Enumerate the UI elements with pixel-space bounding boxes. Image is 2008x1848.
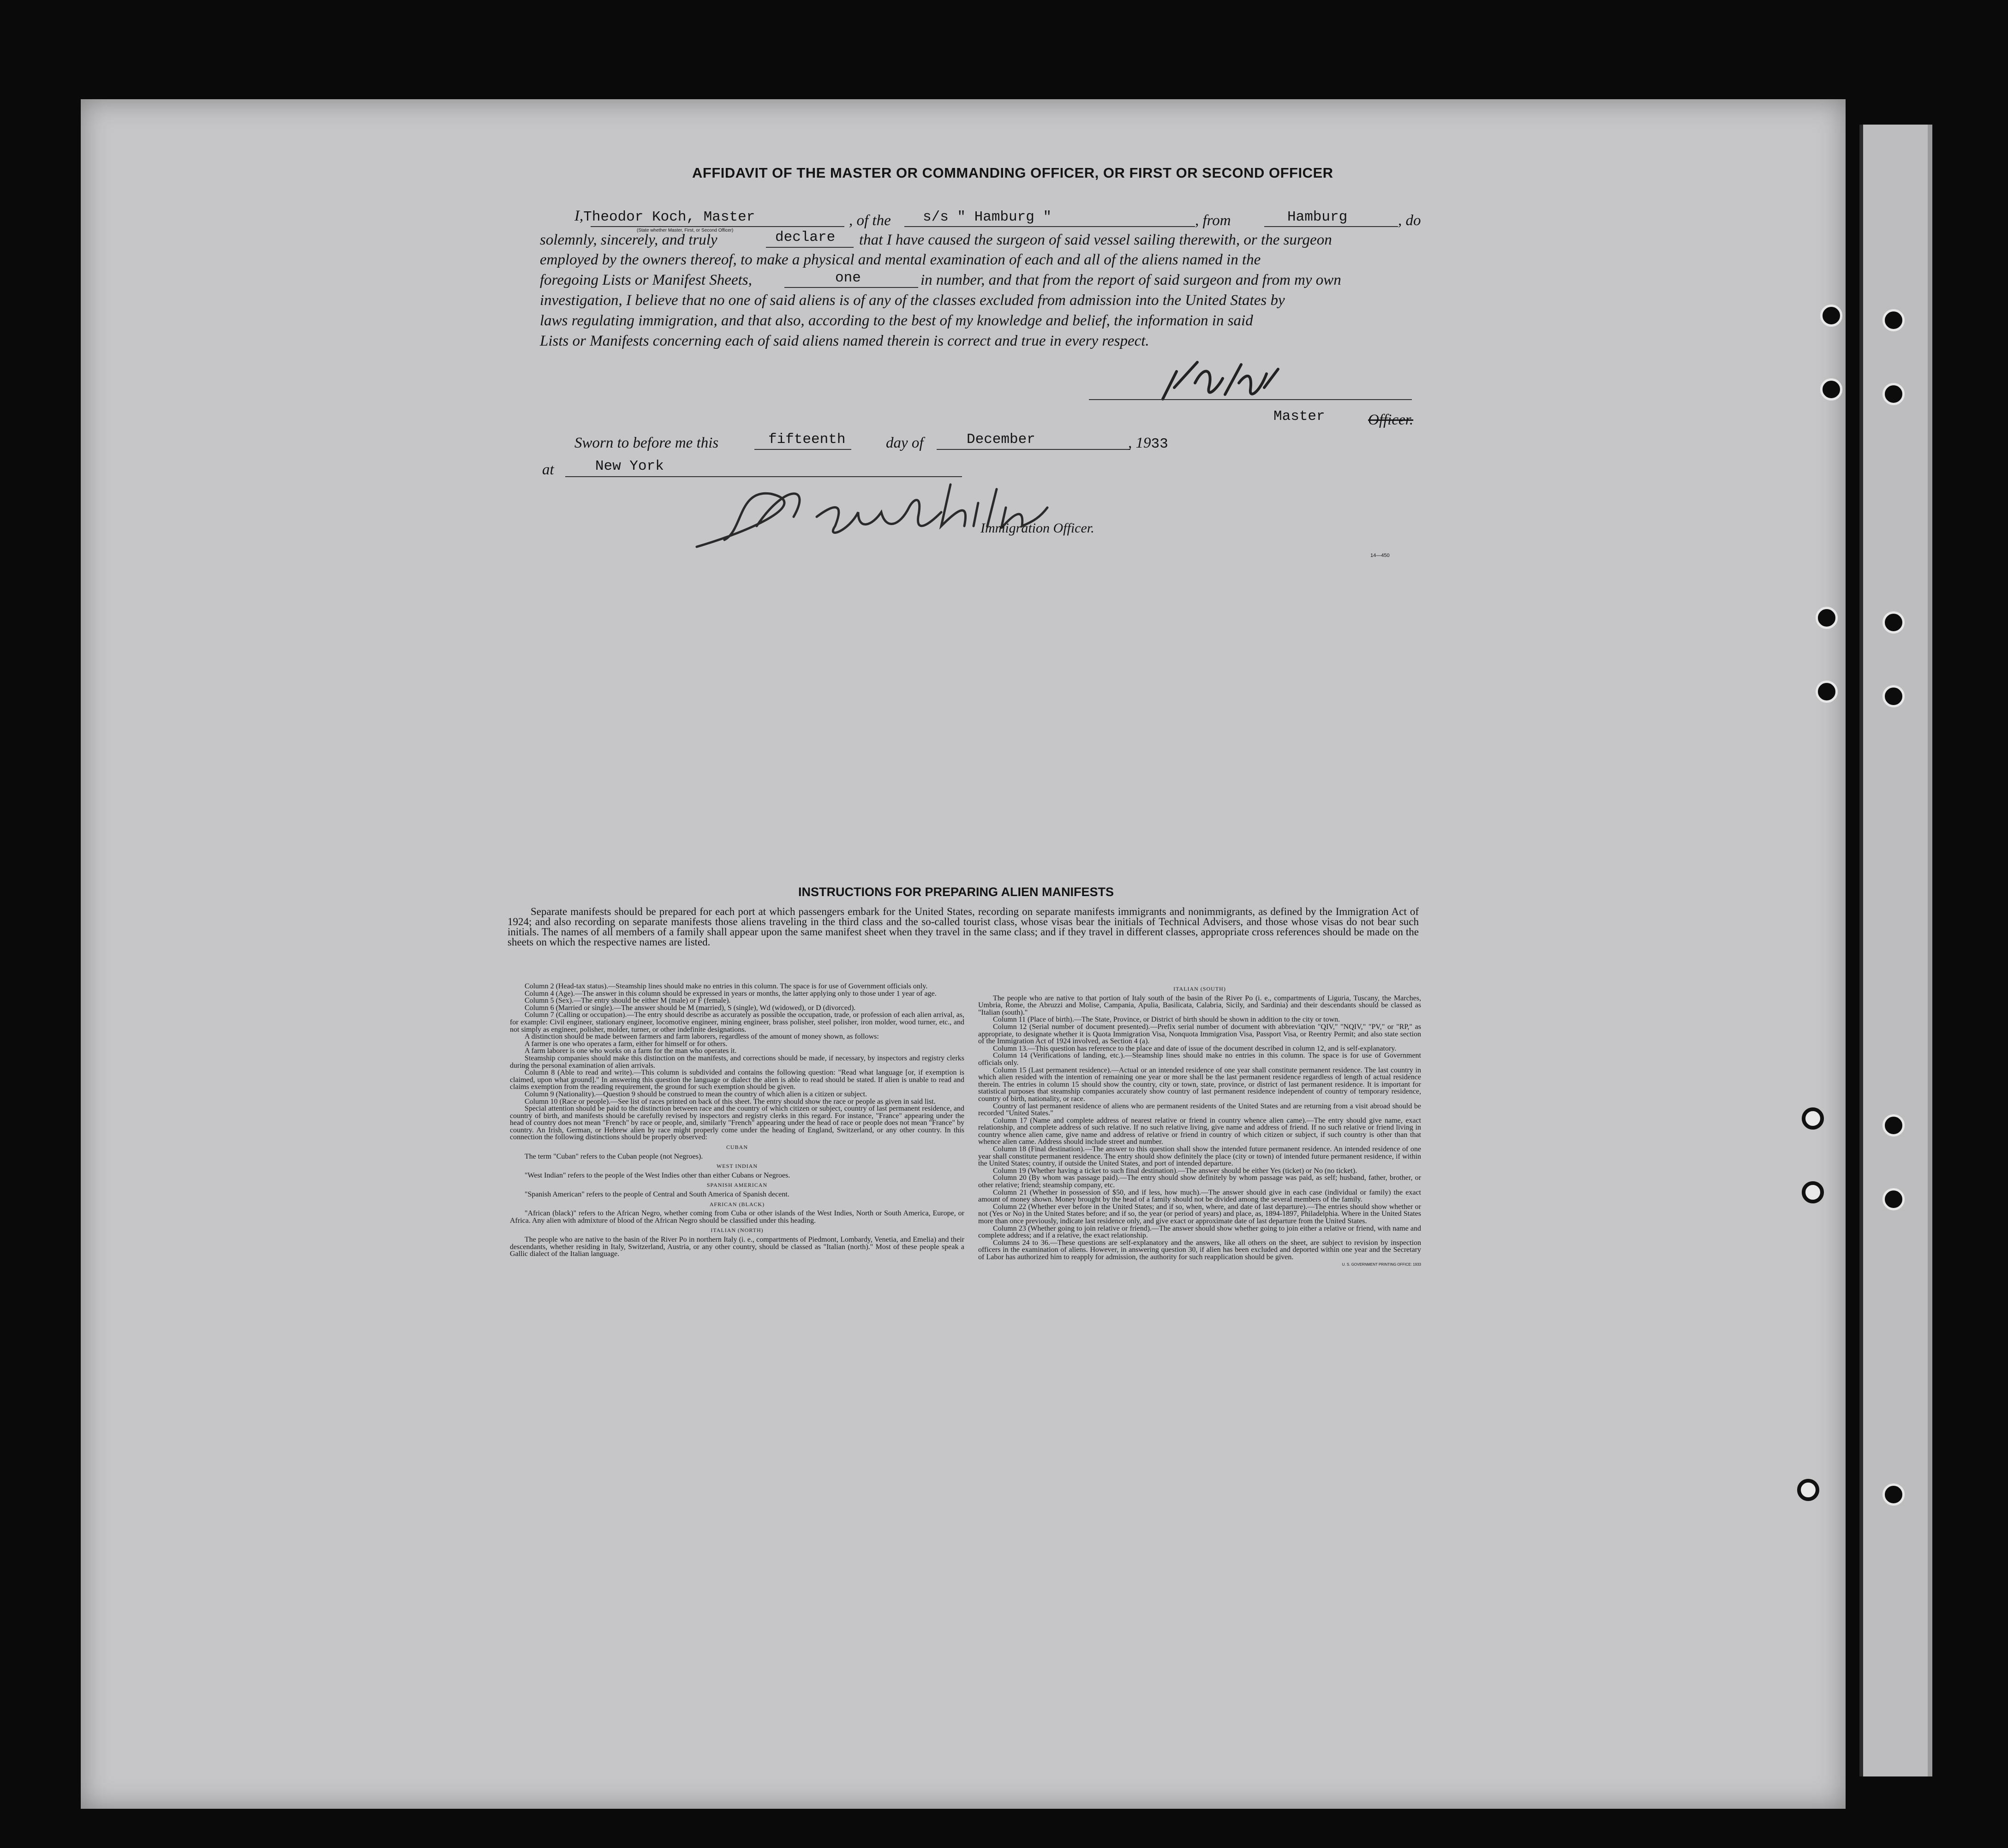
binder-hole-icon bbox=[1882, 685, 1905, 707]
affidavit-i: I, bbox=[574, 208, 584, 224]
binder-hole-icon bbox=[1882, 1114, 1905, 1136]
instruction-paragraph: The people who are native to the basin of the River Po in northern Italy (i. e., compartments of Piedmont, Lombardy, Venetia, and Emelia) and their descendants, whether residing in Italy, Switzerland, Austria, or any other country, should be classed as "Italian (north)." Most of these people speak a Gallic dialect of the Italian language. bbox=[510, 1236, 964, 1258]
instruction-paragraph: Country of last permanent residence of aliens who are permanent residents of the United States and are returning from a visit abroad should be recorded "United States." bbox=[978, 1102, 1421, 1118]
affidavit-line-6: laws regulating immigration, and that also, according to the best of my knowledge and belief, the information in said bbox=[540, 312, 1253, 329]
section-heading-italian-north: ITALIAN (NORTH) bbox=[711, 1227, 764, 1234]
affidavit-line-5: investigation, I believe that no one of said aliens is of any of the classes excluded from admission into the United States by bbox=[540, 292, 1285, 309]
instruction-paragraph: Column 11 (Place of birth).—The State, Province, or District of birth should be shown in addition to the city or town. bbox=[993, 1016, 1340, 1024]
sheet-count: one bbox=[835, 270, 861, 286]
instruction-paragraph: Column 18 (Final destination).—The answer to this question shall show the intended future permanent residence. An intended residence of one year shall constitute permanent residence. The entry should show definitely the place (city or town) of intended future permanent residence, if within the United States; country, if outside the United States, and port of intended departure. bbox=[978, 1145, 1421, 1168]
instruction-paragraph: Column 20 (By whom was passage paid).—The entry should show definitely by whom passage was paid, as self; husband, father, brother, or other relative; friend; steamship company, etc. bbox=[978, 1174, 1421, 1190]
officer-name-rule bbox=[591, 226, 844, 227]
section-heading-spanish-american: SPANISH AMERICAN bbox=[706, 1182, 768, 1189]
declare-rule bbox=[766, 247, 854, 248]
year-suffix: 33 bbox=[1151, 436, 1168, 452]
master-signature bbox=[1153, 355, 1292, 411]
instruction-paragraph: "West Indian" refers to the people of the West Indies other than either Cubans or Negroes. bbox=[525, 1171, 790, 1179]
binder-hole-icon bbox=[1820, 305, 1842, 327]
binder-hole-icon bbox=[1882, 1188, 1905, 1210]
instruction-paragraph: Column 8 (Able to read and write).—This column is subdivided and contains the following question: "Read what language [or, if exemption is claimed, upon what ground]." In answering this question the language or dialect the alien is able to read should be stated. If alien is unable to read and claims exemption from the reading requirement, the ground for such exemption should be given. bbox=[510, 1069, 964, 1091]
do-label: , do bbox=[1398, 212, 1421, 229]
binder-hole-icon bbox=[1882, 309, 1905, 331]
sworn-month-rule bbox=[937, 449, 1130, 450]
affidavit-line-2: that I have caused the surgeon of said vessel sailing therewith, or the surgeon bbox=[859, 232, 1332, 248]
sworn-year bbox=[1128, 435, 1168, 452]
instruction-paragraph: The people who are native to that portion of Italy south of the basin of the River Po (i. e., compartments of Liguria, Tuscany, the Marches, Umbria, Rome, the Abruzzi and Molise, Campania, Apulia, Basilicata, Calabria, Sicily, and Sardinia) and their descendants should be classed as "Italian (south)." bbox=[978, 994, 1421, 1017]
binder-hole-icon bbox=[1816, 607, 1838, 629]
affidavit-line-3: employed by the owners thereof, to make a physical and mental examination of each and all of the aliens named in the bbox=[540, 251, 1261, 268]
binder-hole-icon bbox=[1802, 1181, 1824, 1203]
struck-officer: Officer. bbox=[1368, 412, 1414, 428]
instruction-paragraph: "African (black)" refers to the African Negro, whether coming from Cuba or other islands of the West Indies, North or South America, Europe, or Africa. Any alien with admixture of blood of the African Negro should be classified under this heading. bbox=[510, 1209, 964, 1225]
master-signature-rule bbox=[1089, 399, 1412, 400]
from-port: Hamburg bbox=[1287, 209, 1348, 225]
section-heading-african: AFRICAN (BLACK) bbox=[709, 1201, 765, 1208]
instructions-right-column bbox=[978, 983, 1421, 1268]
instruction-paragraph: Column 15 (Last permanent residence).—Actual or an intended residence of one year shall constitute permanent residence. The last country in which alien resided with the intention of remaining one year or more shall be the last permanent residence regardless of length of actual residence therein. The entries in column 15 should show the country, city or town, state, province, or district of last permanent residence. It is important for statistical purposes that steamship companies accurately show country of last permanent residence independent of country of temporary residence, country of birth, nationality, or race. bbox=[978, 1066, 1421, 1103]
instructions-intro: Separate manifests should be prepared for each port at which passengers embark for the United States, recording on separate manifests immigrants and nonimmigrants, as defined by the Immigration Act of 1924; and also recording on separate manifests those aliens traveling in the third class and the so-called tourist class, whose visas bear the initials of Technical Advisers, and those whose visas do not bear such initials. The names of all members of a family shall appear upon the same manifest sheet when they travel in the same class; and if they travel in different classes, appropriate cross references should be made on the sheets on which the respective names are listed. bbox=[508, 906, 1419, 948]
instruction-paragraph: Column 12 (Serial number of document presented).—Prefix serial number of document with abbreviation "QIV," "NQIV," "PV," or "RP," as appropriate, to designate whether it is Quota Immigration Visa, Nonquota Immigration Visa, Passport Visa, or Reentry Permit; and also state section of the Immigration Act of 1924 involved, as Section 4 (a). bbox=[978, 1023, 1421, 1046]
signature-title: Master bbox=[1273, 408, 1325, 425]
instruction-paragraph: Column 9 (Nationality).—Question 9 should be construed to mean the country of which alien is a citizen or subject. bbox=[525, 1090, 867, 1098]
sworn-label: Sworn to before me this bbox=[574, 435, 719, 451]
section-heading-cuban: CUBAN bbox=[726, 1144, 748, 1151]
instruction-paragraph: Special attention should be paid to the distinction between race and the country of which citizen or subject, country of last permanent residence, and country of birth, and manifests should be carefully revised by inspectors and registry clerks in this regard. For instance, "France" appearing under the head of country does not mean "French" by race or people, and, similarly "French" appearing under the head of race or people does not mean "France" by country. An Irish, German, or Hebrew alien by race might properly come under the heading of England, Switzerland, or any other country. In this connection the following distinctions should be properly observed: bbox=[510, 1105, 964, 1142]
officer-name: Theodor Koch, Master bbox=[583, 209, 755, 225]
at-label: at bbox=[542, 461, 554, 478]
affidavit-line-4b: in number, and that from the report of said surgeon and from my own bbox=[920, 272, 1341, 288]
adjacent-page-edge bbox=[1859, 125, 1932, 1776]
sworn-month: December bbox=[967, 431, 1035, 448]
section-heading-italian-south: ITALIAN (SOUTH) bbox=[1173, 986, 1226, 992]
year-prefix: , 19 bbox=[1128, 435, 1151, 451]
instruction-paragraph: "Spanish American" refers to the people of Central and South America of Spanish decent. bbox=[525, 1190, 789, 1199]
binder-hole-icon bbox=[1797, 1479, 1819, 1501]
officer-hint: (State whether Master, First, or Second Officer) bbox=[637, 228, 734, 233]
affidavit-line-1 bbox=[574, 208, 755, 225]
binder-hole-icon bbox=[1882, 611, 1905, 634]
instruction-paragraph: Column 22 (Whether ever before in the United States; and if so, when, where, and date of last departure).—The entries should show whether or not (Yes or No) in the United States before; and if so, the year (or period of years) and place, as, 1894-1897, Philadelphia. Where in the United States more than once previously, indicate last residence only, and give exact or approximate date of last departure from the United States. bbox=[978, 1202, 1421, 1225]
instruction-paragraph: Column 4 (Age).—The answer in this column should be expressed in years or months, the latter applying only to those under 1 year of age. bbox=[525, 989, 937, 998]
instruction-paragraph: Column 6 (Married or single).—The answer should be M (married), S (single), Wd (widowed), or D (divorced). bbox=[525, 1004, 856, 1012]
instruction-paragraph: Column 2 (Head-tax status).—Steamship lines should make no entries in this column. The space is for use of Government officials only. bbox=[525, 982, 928, 990]
instruction-paragraph: Steamship companies should make this distinction on the manifests, and corrections should be made, if necessary, by inspectors and registry clerks during the personal examination of alien arrivals. bbox=[510, 1054, 964, 1070]
binder-hole-icon bbox=[1820, 378, 1842, 401]
affidavit-line-4a: foregoing Lists or Manifest Sheets, bbox=[540, 272, 752, 288]
manifest-page bbox=[81, 99, 1846, 1809]
instruction-paragraph: Column 5 (Sex).—The entry should be either M (male) or F (female). bbox=[525, 997, 731, 1005]
binder-hole-icon bbox=[1882, 1483, 1905, 1506]
sworn-day-rule bbox=[754, 449, 851, 450]
instruction-paragraph: A distinction should be made between farmers and farm laborers, regardless of the amount of money shown, as follows: bbox=[525, 1033, 879, 1041]
binder-hole-icon bbox=[1802, 1107, 1824, 1130]
instruction-paragraph: A farm laborer is one who works on a farm for the man who operates it. bbox=[525, 1047, 737, 1055]
instruction-paragraph: Column 19 (Whether having a ticket to such final destination).—The answer should be either Yes (ticket) or No (no ticket). bbox=[993, 1166, 1357, 1175]
immigration-officer-signature bbox=[683, 475, 1098, 554]
instruction-paragraph: Column 21 (Whether in possession of $50, and if less, how much).—The answer should give in each case (individual or family) the exact amount of money shown. Money brought by the head of a family should not be divided among the several members of the family. bbox=[978, 1188, 1421, 1204]
section-heading-west-indian: WEST INDIAN bbox=[716, 1163, 758, 1170]
sworn-day: fifteenth bbox=[768, 431, 846, 448]
at-place: New York bbox=[595, 458, 664, 474]
from-label: , from bbox=[1195, 212, 1231, 229]
from-port-rule bbox=[1264, 226, 1398, 227]
immigration-officer-label: Immigration Officer. bbox=[980, 520, 1094, 536]
instruction-paragraph: Column 7 (Calling or occupation).—The entry should describe as accurately as possible the occupation, trade, or profession of each alien arrival, as, for example: Civil engineer, stationary engineer, locomotive engineer, mining engineer, brass polisher, steel polisher, iron molder, wood turner, etc., and not simply as engineer, polisher, molder, turner, or other indefinite designations. bbox=[510, 1011, 964, 1034]
binder-hole-icon bbox=[1816, 681, 1838, 703]
vessel-rule bbox=[904, 226, 1195, 227]
instruction-paragraph: Column 14 (Verifications of landing, etc.).—Steamship lines should make no entries in this column. The space is for use of Government officials only. bbox=[978, 1052, 1421, 1067]
declare-value: declare bbox=[775, 229, 836, 245]
affidavit-line-7: Lists or Manifests concerning each of said aliens named therein is correct and true in every respect. bbox=[540, 333, 1149, 349]
instruction-paragraph: Columns 24 to 36.—These questions are self-explanatory and the answers, like all others on the sheet, are subject to revision by inspection officers in the examination of aliens. However, in answering question 30, if alien has been excluded and deported within one year and the Secretary of Labor has authorized him to reapply for admission, the authority for such reapplication should be given. bbox=[978, 1238, 1421, 1261]
of-the-label: , of the bbox=[849, 212, 891, 229]
binder-hole-icon bbox=[1882, 383, 1905, 405]
instruction-paragraph: Column 17 (Name and complete address of nearest relative or friend in country whence alien came).—The entry should give name, exact relationship, and complete address of such relative. If no such relative living, give name and address of friend. If no such relative or friend living in country whence alien came, give name and address of relative or friend in country of which citizen or subject, if such country is other than that whence alien came. Address should include street and number. bbox=[978, 1116, 1421, 1146]
instructions-left-column bbox=[510, 983, 964, 1258]
sheet-count-rule bbox=[784, 287, 918, 288]
instruction-paragraph: Column 10 (Race or people).—See list of races printed on back of this sheet. The entry should show the race or people as given in said list. bbox=[525, 1097, 936, 1106]
instruction-paragraph: Column 13.—This question has reference to the place and date of issue of the document described in column 12, and is self-explanatory. bbox=[993, 1044, 1397, 1053]
affidavit-title: AFFIDAVIT OF THE MASTER OR COMMANDING OFFICER, OR FIRST OR SECOND OFFICER bbox=[692, 165, 1333, 181]
instruction-paragraph: A farmer is one who operates a farm, either for himself or for others. bbox=[525, 1040, 728, 1048]
instruction-paragraph: Column 23 (Whether going to join relative or friend).—The answer should show whether going to join either a relative or friend, with name and complete address; and if a relative, the exact relationship. bbox=[978, 1224, 1421, 1240]
form-number: 14—450 bbox=[1370, 553, 1390, 558]
instruction-paragraph: The term "Cuban" refers to the Cuban people (not Negroes). bbox=[525, 1152, 703, 1160]
solemnly-text: solemnly, sincerely, and truly bbox=[540, 232, 717, 248]
vessel-name: s/s " Hamburg " bbox=[923, 209, 1052, 225]
day-of-label: day of bbox=[886, 435, 924, 451]
instructions-title: INSTRUCTIONS FOR PREPARING ALIEN MANIFESTS bbox=[798, 885, 1114, 899]
printing-office-note: U. S. GOVERNMENT PRINTING OFFICE: 1933 bbox=[1342, 1262, 1421, 1267]
